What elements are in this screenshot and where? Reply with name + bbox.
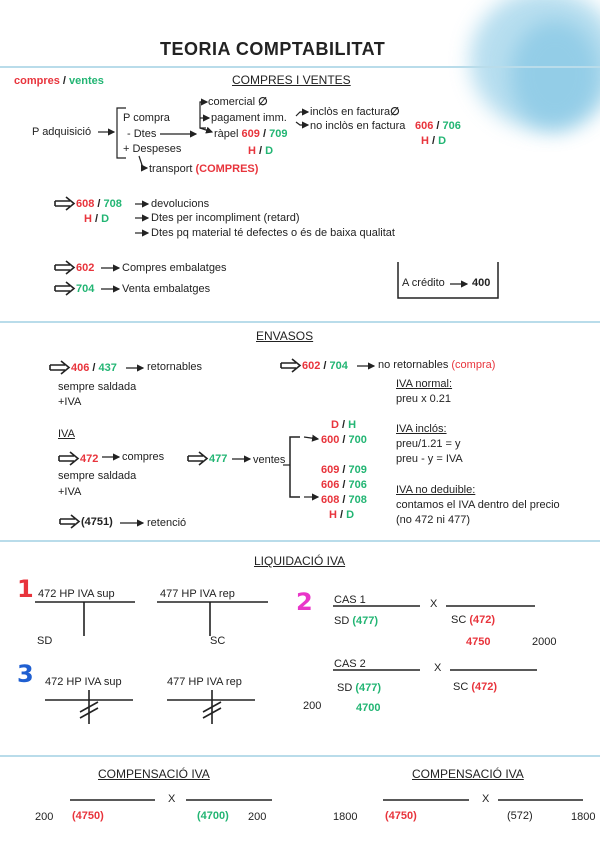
emb-venta-code: 704 [76,283,95,295]
no-inclos-codes: 606 / 706 [415,120,461,132]
code-606-706: 606 / 706 [321,479,367,491]
iva-nodeduible-1: contamos el IVA dentro del precio [396,499,560,511]
iva-inclos-heading: IVA inclós: [396,423,447,435]
dh-top: D / H [331,419,357,431]
iva-ventes: ventes [253,454,286,466]
emb-venta: Venta embalatges [122,283,211,295]
iva-normal-heading: IVA normal: [396,378,453,390]
cas2-label: CAS 2 [334,658,366,670]
no-inclos-hd: H / D [421,135,447,147]
comp-left-c: (4700) [197,810,229,822]
number-2: 2 [296,588,313,616]
section-heading-liquidacio: LIQUIDACIÓ IVA [254,554,346,568]
hand-arrow-icon [55,261,74,274]
number-1: 1 [17,575,34,603]
despeses: + Despeses [123,143,182,155]
comp-left-a: 200 [35,811,54,823]
cas2-sc: SC (472) [453,681,498,693]
iva-nodeduible-2: (no 472 ni 477) [396,514,470,526]
comp-right-a: 1800 [333,811,358,823]
iva477-code: 477 [209,453,228,465]
comp-right-d: 1800 [571,811,596,823]
iva-inclos-1: preu/1.21 = y [396,438,461,450]
hand-arrow-icon [50,361,69,374]
dtes-defectes: Dtes pq material té defectes o és de baixa qualitat [151,227,395,239]
page-title: TEORIA COMPTABILITAT [160,39,386,59]
dev-hd: H / D [84,213,110,225]
cas1-2000: 2000 [532,636,557,648]
retencio: retenció [147,517,187,529]
dev-codes: 608 / 708 [76,198,122,210]
dtes: - Dtes [127,128,157,140]
compensacio-heading-left: COMPENSACIÓ IVA [98,767,210,781]
plus-iva-2: +IVA [58,486,82,498]
cas1-sc: SC (472) [451,614,496,626]
cas2-4700: 4700 [356,702,381,714]
devolucions: devolucions [151,198,210,210]
hd-bottom: H / D [329,509,355,521]
inclos-factura: inclòs en factura∅ [310,106,400,118]
sempre-saldada: sempre saldada [58,381,137,393]
code-600-700: 600 / 700 [321,434,367,446]
rapel-hd: H / D [248,145,274,157]
cas2-x: X [434,662,442,674]
retornables: retornables [147,361,203,373]
cas1-x: X [430,598,438,610]
cas1-sd: SD (477) [334,615,379,627]
comp-right-b: (4750) [385,810,417,822]
iva-heading: IVA [58,428,75,440]
iva472-code: 472 [80,453,99,465]
handdrawn-arrows [50,197,300,528]
credito-label: A crédito [402,277,445,289]
comp-right-x: X [482,793,490,805]
comp-right-c: (572) [507,810,533,822]
no-retornables: no retornables (compra) [378,359,496,371]
hand-arrow-icon [59,452,78,465]
emb-compres: Compres embalatges [122,262,227,274]
bracket [117,108,126,158]
iva-nodeduible-heading: IVA no deduible: [396,484,476,496]
retencio-code: (4751) [81,516,113,528]
hand-arrow-icon [55,282,74,295]
t-account-472-label: 472 HP IVA sup [38,588,115,600]
bracket [200,102,206,128]
comp-left-d: 200 [248,811,267,823]
code-609-709: 609 / 709 [321,464,367,476]
rapel: ràpel 609 / 709 [214,128,288,140]
hand-arrow-icon [188,452,207,465]
comp-left-b: (4750) [72,810,104,822]
t-account-477-label: 477 HP IVA rep [160,588,235,600]
cas2-sd: SD (477) [337,682,382,694]
credito-value: 400 [472,277,491,289]
p-compra: P compra [123,112,170,124]
iva-inclos-2: preu - y = IVA [396,453,463,465]
noret-codes: 602 / 704 [302,360,348,372]
plus-iva: +IVA [58,396,82,408]
hand-arrow-icon [60,515,79,528]
section-heading-envasos: ENVASOS [256,329,314,343]
comercial: comercial ∅ [208,96,268,108]
no-inclos-factura: no inclòs en factura [310,120,406,132]
arrow [304,437,318,439]
arrow [139,156,147,168]
cas1-4750: 4750 [466,636,491,648]
transport: transport (COMPRES) [149,163,259,175]
sd-label: SD [37,635,53,647]
pagament: pagament imm. [211,112,287,124]
number-3: 3 [17,660,34,688]
hand-arrow-icon [55,197,74,210]
t-account-477-label-3: 477 HP IVA rep [167,676,242,688]
sc-label: SC [210,635,226,647]
iva-compres: compres [122,451,165,463]
header-tag: compres / ventes [14,75,104,87]
cas2-200: 200 [303,700,322,712]
comp-left-x: X [168,793,176,805]
arrow [296,122,308,125]
credito-box [398,262,498,298]
emb-compres-code: 602 [76,262,95,274]
dtes-incompliment: Dtes per incompliment (retard) [151,212,300,224]
section-heading-compres-ventes: COMPRES I VENTES [232,73,351,87]
sempre-saldada-2: sempre saldada [58,470,137,482]
code-608-708: 608 / 708 [321,494,367,506]
ret-codes: 406 / 437 [71,362,117,374]
arrow [296,112,308,116]
iva-normal: preu x 0.21 [396,393,452,405]
t-account-472-label-3: 472 HP IVA sup [45,676,122,688]
compensacio-heading-right: COMPENSACIÓ IVA [412,767,524,781]
bracket [290,437,300,497]
cas1-label: CAS 1 [334,594,366,606]
p-adquisicio: P adquisició [32,126,92,138]
hand-arrow-icon [281,359,300,372]
